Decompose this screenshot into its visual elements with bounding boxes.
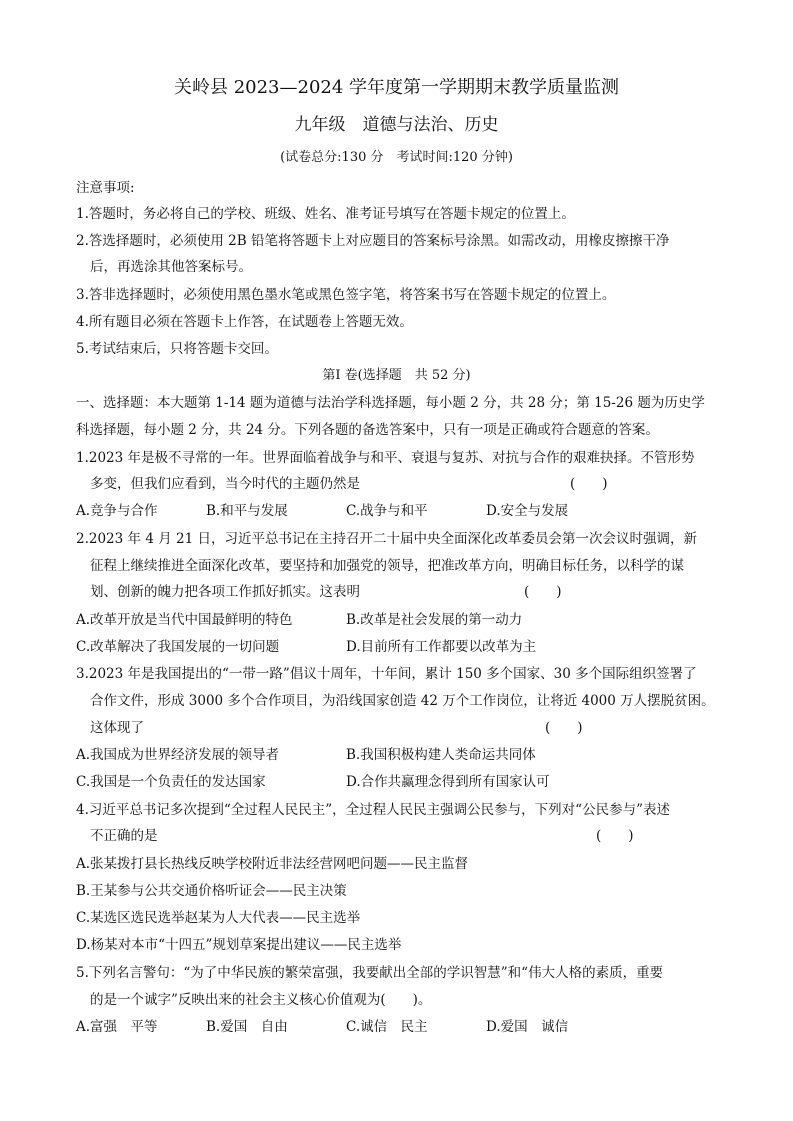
question-2-option-b: B.改革是社会发展的第一动力: [346, 612, 523, 628]
exam-meta: (试卷总分:130 分 考试时间:120 分钟): [280, 150, 513, 165]
section-intro: 一、选择题：本大题第 1-14 题为道德与法治学科选择题，每小题 2 分，共 28 分；第 15-26 题为历史学: [76, 395, 705, 411]
question-5-text: 的是一个诚字”反映出来的社会主义核心价值观为( )。: [90, 992, 432, 1008]
question-2-text: 征程上继续推进全面深化改革，要坚持和加强党的领导，把准改革方向，明确目标任务，以科学的谋: [90, 558, 684, 574]
question-4-option-a: A.张某拨打县长热线反映学校附近非法经营网吧问题——民主监督: [76, 856, 469, 872]
question-4-option-c: C.某选区选民选举赵某为人大代表——民主选举: [76, 910, 361, 926]
note-item: 后，再选涂其他答案标号。: [90, 259, 252, 275]
answer-blank: ( ): [524, 584, 562, 600]
question-5-option-c: C.诚信 民主: [346, 1019, 428, 1035]
section-title: 第Ⅰ 卷(选择题 共 52 分): [322, 368, 471, 383]
question-5-option-d: D.爱国 诚信: [486, 1019, 569, 1035]
question-3-option-c: C.我国是一个负责任的发达国家: [76, 774, 266, 790]
answer-blank: ( ): [570, 476, 608, 492]
answer-blank: ( ): [545, 720, 583, 736]
answer-blank: ( ): [596, 828, 634, 844]
question-5-text: 5.下列名言警句：“为了中华民族的繁荣富强，我要献出全部的学识智慧”和“伟大人格的素质，重要: [76, 965, 664, 981]
question-3-option-a: A.我国成为世界经济发展的领导者: [76, 747, 280, 763]
question-1-text: 1.2023 年是极不寻常的一年。世界面临着战争与和平、衰退与复苏、对抗与合作的艰难抉择。不管形势: [76, 450, 695, 466]
question-3-text: 这体现了: [90, 720, 144, 736]
section-intro: 科选择题，每小题 2 分，共 24 分。下列各题的备选答案中，只有一项是正确或符合题意的答案。: [76, 422, 659, 438]
question-3-option-b: B.我国积极构建人类命运共同体: [346, 747, 536, 763]
question-1-option-a: A.竞争与合作: [76, 503, 158, 519]
exam-title: 关岭县 2023—2024 学年度第一学期期末教学质量监测: [173, 78, 620, 98]
question-2-text: 划、创新的魄力把各项工作抓好抓实。这表明: [90, 584, 360, 600]
note-item: 4.所有题目必须在答题卡上作答，在试题卷上答题无效。: [76, 314, 413, 330]
question-2-option-a: A.改革开放是当代中国最鲜明的特色: [76, 612, 293, 628]
note-item: 1.答题时，务必将自己的学校、班级、姓名、准考证号填写在答题卡规定的位置上。: [76, 206, 575, 222]
question-2-option-c: C.改革解决了我国发展的一切问题: [76, 639, 280, 655]
question-1-option-b: B.和平与发展: [206, 503, 288, 519]
question-4-text: 4.习近平总书记多次提到“全过程人民民主”，全过程人民民主强调公民参与，下列对“公民参与”表述: [76, 802, 670, 818]
exam-subtitle: 九年级 道德与法治、历史: [294, 115, 499, 135]
question-3-text: 3.2023 年是我国提出的“一带一路”倡议十周年，十年间，累计 150 多个国家、30 多个国际组织签署了: [76, 666, 697, 682]
question-1-text: 多变，但我们应看到，当今时代的主题仍然是: [90, 476, 360, 492]
question-5-option-a: A.富强 平等: [76, 1019, 158, 1035]
note-item: 2.答选择题时，必须使用 2B 铅笔将答题卡上对应题目的答案标号涂黑。如需改动，用橡皮擦擦干净: [76, 233, 670, 249]
note-item: 5.考试结束后，只将答题卡交回。: [76, 341, 278, 357]
question-4-text: 不正确的是: [90, 828, 158, 844]
question-5-option-b: B.爱国 自由: [206, 1019, 288, 1035]
question-1-option-d: D.安全与发展: [486, 503, 569, 519]
question-1-option-c: C.战争与和平: [346, 503, 428, 519]
question-4-option-d: D.杨某对本市“十四五”规划草案提出建议——民主选举: [76, 937, 402, 953]
notes-heading: 注意事项:: [76, 180, 135, 196]
question-2-option-d: D.目前所有工作都要以改革为主: [346, 639, 537, 655]
question-4-option-b: B.王某参与公共交通价格听证会——民主决策: [76, 883, 347, 899]
note-item: 3.答非选择题时，必须使用黑色墨水笔或黑色签字笔，将答案书写在答题卡规定的位置上。: [76, 287, 616, 303]
question-2-text: 2.2023 年 4 月 21 日，习近平总书记在主持召开二十届中央全面深化改革委员会第一次会议时强调，新: [76, 531, 697, 547]
question-3-option-d: D.合作共赢理念得到所有国家认可: [346, 774, 550, 790]
question-3-text: 合作文件，形成 3000 多个合作项目，为沿线国家创造 42 万个工作岗位，让将近 4000 万人摆脱贫困。: [90, 693, 715, 709]
